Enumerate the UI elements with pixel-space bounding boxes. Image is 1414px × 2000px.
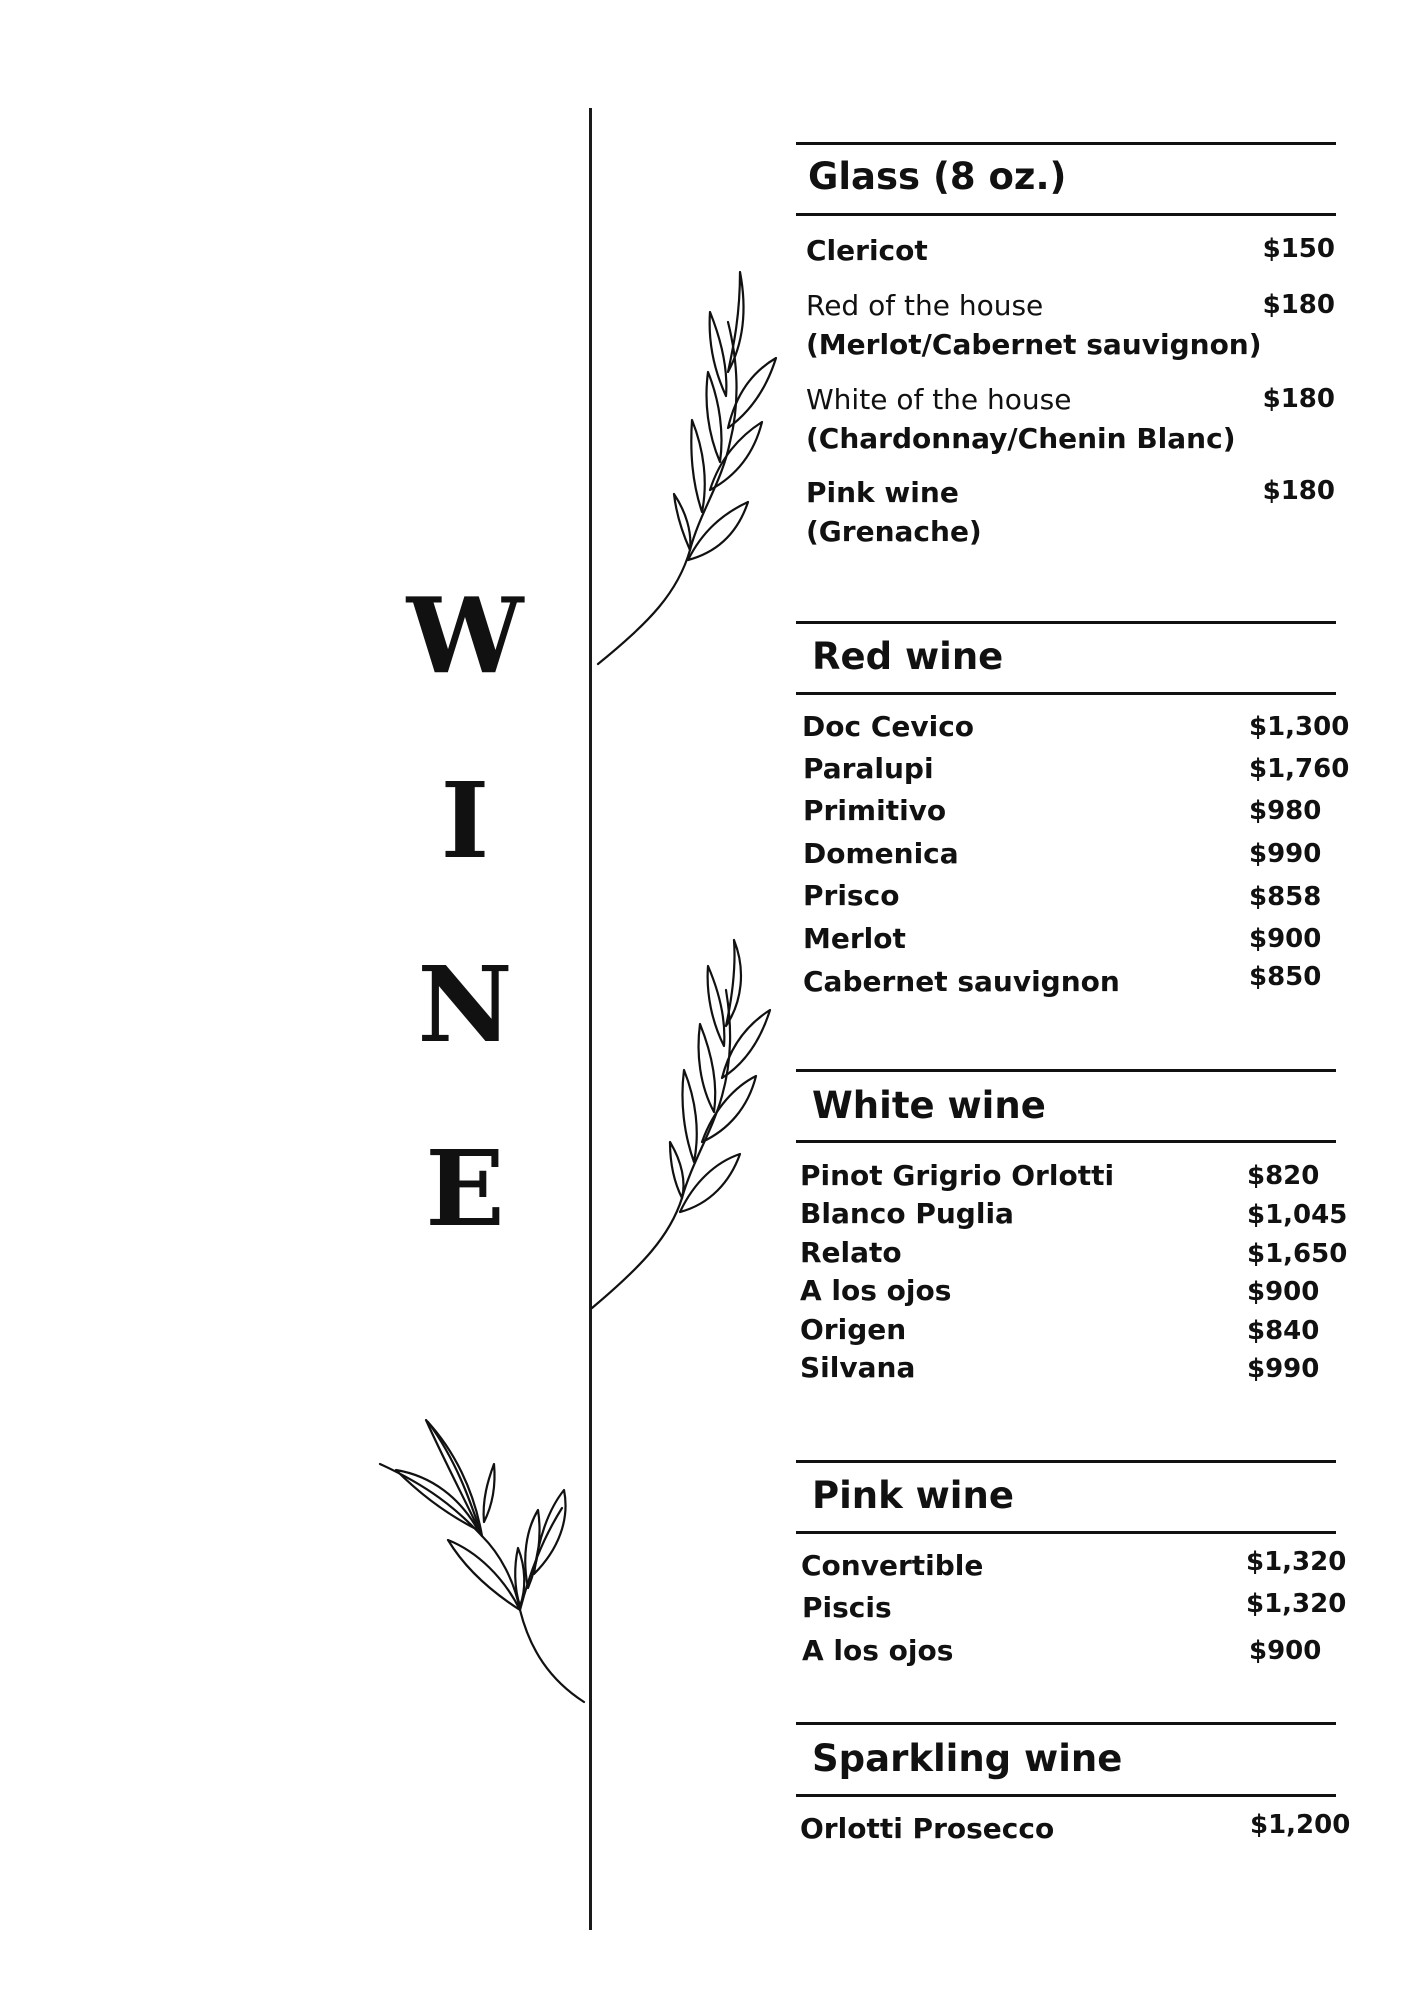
menu-item-price: $980 [1249,796,1322,826]
section-title-glass: Glass (8 oz.) [808,155,1067,198]
menu-item-name: Piscis [802,1591,892,1624]
menu-item-price: $1,200 [1250,1810,1351,1840]
menu-item-price: $180 [1262,476,1335,506]
menu-item-name: Convertible [801,1549,984,1582]
menu-item-price: $1,320 [1246,1589,1347,1619]
menu-item-name: Origen [800,1313,907,1346]
menu-item-name: A los ojos [802,1634,954,1667]
menu-item-name: Primitivo [803,794,947,827]
menu-item-name: Paralupi [803,752,934,785]
menu-item-price: $990 [1249,839,1322,869]
menu-item-name: Cabernet sauvignon [803,965,1120,998]
menu-item-price: $1,760 [1249,754,1350,784]
section-rule-top [796,142,1336,145]
menu-item-price: $900 [1249,924,1322,954]
menu-item-price: $820 [1247,1161,1320,1191]
section-rule-top [796,1722,1336,1725]
menu-item-name: Blanco Puglia [800,1197,1014,1230]
section-rule-top [796,621,1336,624]
menu-item-name: A los ojos [800,1274,952,1307]
menu-item-title: Pink wine [806,476,959,509]
menu-item-price: $850 [1249,962,1322,992]
menu-item-name: Doc Cevico [802,710,975,743]
section-title-sparkling-wine: Sparkling wine [812,1737,1123,1780]
menu-item-price: $900 [1249,1636,1322,1666]
menu-item-price: $1,650 [1247,1239,1348,1269]
title-letter-i: I [440,759,490,882]
menu-item-price: $990 [1247,1354,1320,1384]
section-rule-bottom [796,1140,1336,1143]
menu-item-price: $180 [1262,290,1335,320]
menu-item-name [806,289,1262,361]
menu-item-price: $1,045 [1247,1200,1348,1230]
menu-item-name [806,383,1236,455]
menu-item-note: (Chardonnay/Chenin Blanc) [806,422,1236,455]
menu-item-name: Pinot Grigrio Orlotti [800,1159,1115,1192]
menu-item-price: $1,300 [1249,712,1350,742]
leaf-branch-icon [370,1340,600,1710]
menu-item-price: $840 [1247,1316,1320,1346]
menu-item-name: Prisco [803,879,900,912]
title-letter-n: N [417,943,513,1066]
menu-item-name: Merlot [803,922,906,955]
leaf-branch-icon [590,936,770,1316]
title-letter-w: W [406,574,524,697]
section-title-white-wine: White wine [812,1084,1046,1127]
menu-item-note: (Grenache) [806,515,982,548]
section-rule-bottom [796,213,1336,216]
menu-item-price: $900 [1247,1277,1320,1307]
menu-item-title: White of the house [806,383,1072,416]
section-title-red-wine: Red wine [812,635,1004,678]
menu-item-name: Clericot [806,234,928,267]
menu-item-price: $150 [1262,234,1335,264]
menu-item-name: Orlotti Prosecco [800,1812,1055,1845]
section-rule-bottom [796,692,1336,695]
section-rule-bottom [796,1794,1336,1797]
menu-item-note: (Merlot/Cabernet sauvignon) [806,328,1262,361]
section-rule-top [796,1069,1336,1072]
menu-item-name: Domenica [803,837,959,870]
menu-item-name: Silvana [800,1351,916,1384]
menu-item-name [806,476,982,548]
section-rule-bottom [796,1531,1336,1534]
menu-item-price: $858 [1249,882,1322,912]
menu-item-price: $1,320 [1246,1547,1347,1577]
title-letter-e: E [425,1127,505,1250]
section-rule-top [796,1460,1336,1463]
menu-item-price: $180 [1262,384,1335,414]
menu-item-title: Red of the house [806,289,1044,322]
leaf-branch-icon [590,262,770,672]
section-title-pink-wine: Pink wine [812,1474,1014,1517]
menu-item-name: Relato [800,1236,902,1269]
